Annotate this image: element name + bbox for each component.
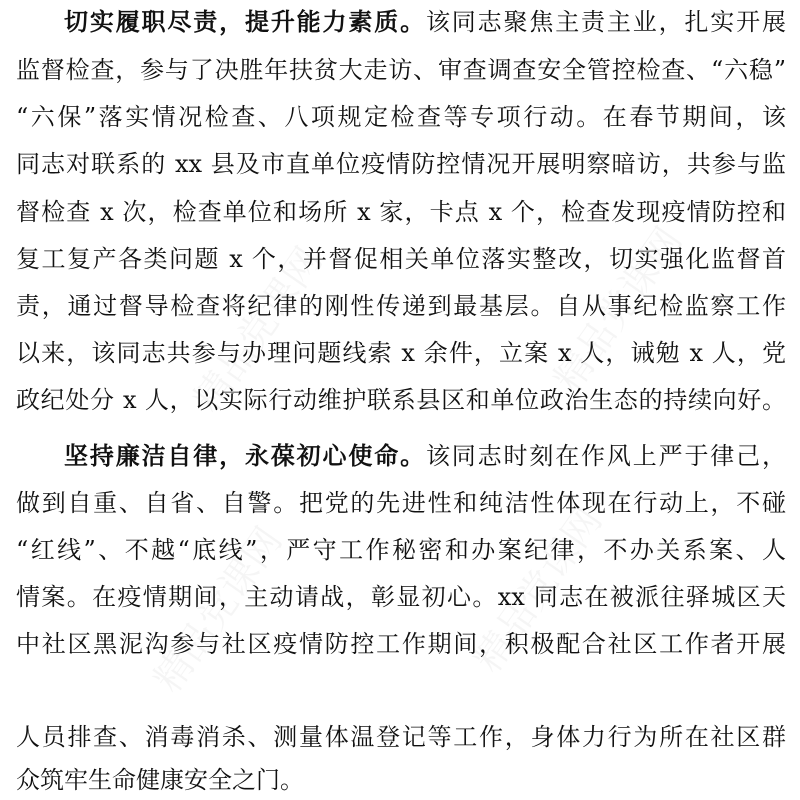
paragraph-line: 做到自重、自省、自警。把党的先进性和纯洁性体现在行动上，不碰 [16, 489, 786, 517]
paragraph-line: 政纪处分 x 人，以实际行动维护联系县区和单位政治生态的持续向好。 [16, 386, 786, 414]
paragraph-heading: 坚持廉洁自律，永葆初心使命。 [64, 441, 426, 470]
paragraph-heading: 切实履职尽责，提升能力素质。 [64, 7, 426, 36]
paragraph-line: 督检查 x 次，检查单位和场所 x 家，卡点 x 个，检查发现疫情防控和 [16, 198, 786, 226]
paragraph-line: 中社区黑泥沟参与社区疫情防控工作期间，积极配合社区工作者开展 [16, 630, 786, 658]
paragraph-line: “红线”、不越“底线”，严守工作秘密和办案纪律，不办关系案、人 [16, 536, 786, 564]
paragraph-line: 情案。在疫情期间，主动请战，彰显初心。xx 同志在被派往驿城区天 [16, 583, 786, 611]
paragraph-line: 以来，该同志共参与办理问题线索 x 余件，立案 x 人，诫勉 x 人，党 [16, 339, 786, 367]
paragraph-line: 同志对联系的 xx 县及市直单位疫情防控情况开展明察暗访，共参与监 [16, 150, 786, 178]
paragraph-line: 监督检查，参与了决胜年扶贫大走访、审查调查安全管控检查、“六稳” [16, 56, 786, 84]
line-text: 该同志聚焦主责主业，扎实开展 [425, 8, 787, 36]
paragraph-line: 责，通过督导检查将纪律的刚性传递到最基层。自从事纪检监察工作 [16, 292, 786, 320]
paragraph-line: “六保”落实情况检查、八项规定检查等专项行动。在春节期间，该 [16, 103, 786, 131]
paragraph-line: 人员排查、消毒消杀、测量体温登记等工作，身体力行为所在社区群 [16, 723, 786, 751]
line-text: 该同志时刻在作风上严于律己， [425, 442, 787, 470]
paragraph-line: 众筑牢生命健康安全之门。 [16, 766, 304, 794]
paragraph-line: 复工复产各类问题 x 个，并督促相关单位落实整改，切实强化监督首 [16, 245, 786, 273]
paragraph-2-line-1 [64, 442, 786, 470]
paragraph-1-line-1 [64, 8, 786, 36]
